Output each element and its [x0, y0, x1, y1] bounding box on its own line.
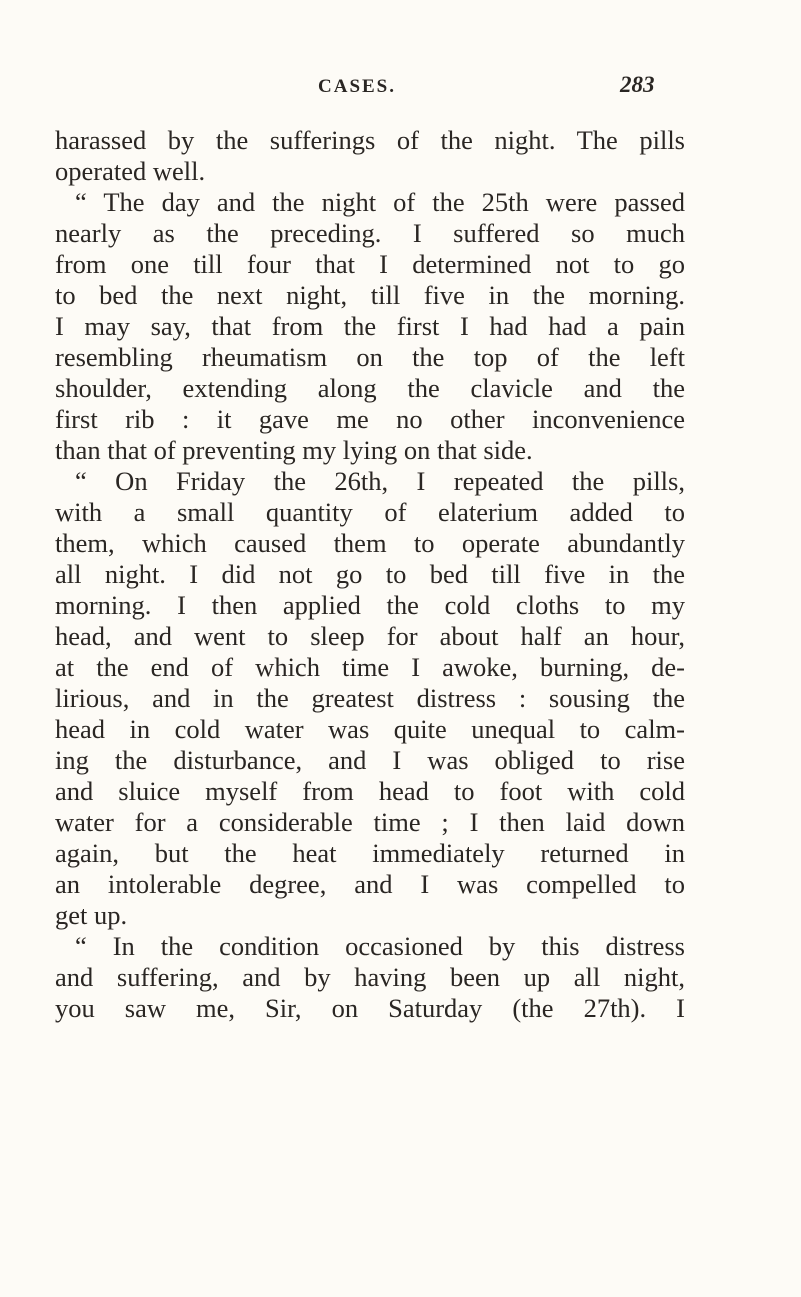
- text-line: “ In the condition occasioned by this distress: [75, 931, 685, 961]
- running-head: CASES.: [318, 76, 396, 97]
- body-text: [55, 125, 685, 1024]
- text-line: I may say, that from the first I had had a pain: [55, 311, 685, 341]
- page-header: [0, 72, 801, 102]
- text-line: than that of preventing my lying on that side.: [55, 435, 533, 465]
- text-line: get up.: [55, 900, 128, 930]
- text-line: head in cold water was quite unequal to calm-: [55, 714, 685, 744]
- text-line: shoulder, extending along the clavicle and the: [55, 373, 685, 403]
- text-line: first rib : it gave me no other inconvenience: [55, 404, 685, 434]
- text-line: water for a considerable time ; I then laid down: [55, 807, 685, 837]
- text-line: you saw me, Sir, on Saturday (the 27th). I: [55, 993, 685, 1023]
- text-line: to bed the next night, till five in the morning.: [55, 280, 685, 310]
- text-line: from one till four that I determined not to go: [55, 249, 685, 279]
- text-line: nearly as the preceding. I suffered so much: [55, 218, 685, 248]
- text-line: operated well.: [55, 156, 206, 186]
- text-line: and suffering, and by having been up all night,: [55, 962, 685, 992]
- text-line: an intolerable degree, and I was compelled to: [55, 869, 685, 899]
- text-line: and sluice myself from head to foot with cold: [55, 776, 685, 806]
- text-line: at the end of which time I awoke, burning, de-: [55, 652, 685, 682]
- page-number: 283: [620, 72, 655, 97]
- text-line: them, which caused them to operate abundantly: [55, 528, 685, 558]
- text-line: again, but the heat immediately returned in: [55, 838, 685, 868]
- text-line: morning. I then applied the cold cloths to my: [55, 590, 685, 620]
- text-line: lirious, and in the greatest distress : sousing the: [55, 683, 685, 713]
- text-line: resembling rheumatism on the top of the left: [55, 342, 685, 372]
- text-line: ing the disturbance, and I was obliged to rise: [55, 745, 685, 775]
- text-line: head, and went to sleep for about half an hour,: [55, 621, 685, 651]
- text-line: “ The day and the night of the 25th were passed: [75, 187, 685, 217]
- text-line: “ On Friday the 26th, I repeated the pills,: [75, 466, 685, 496]
- text-line: harassed by the sufferings of the night. The pills: [55, 125, 685, 155]
- text-line: with a small quantity of elaterium added to: [55, 497, 685, 527]
- text-line: all night. I did not go to bed till five in the: [55, 559, 685, 589]
